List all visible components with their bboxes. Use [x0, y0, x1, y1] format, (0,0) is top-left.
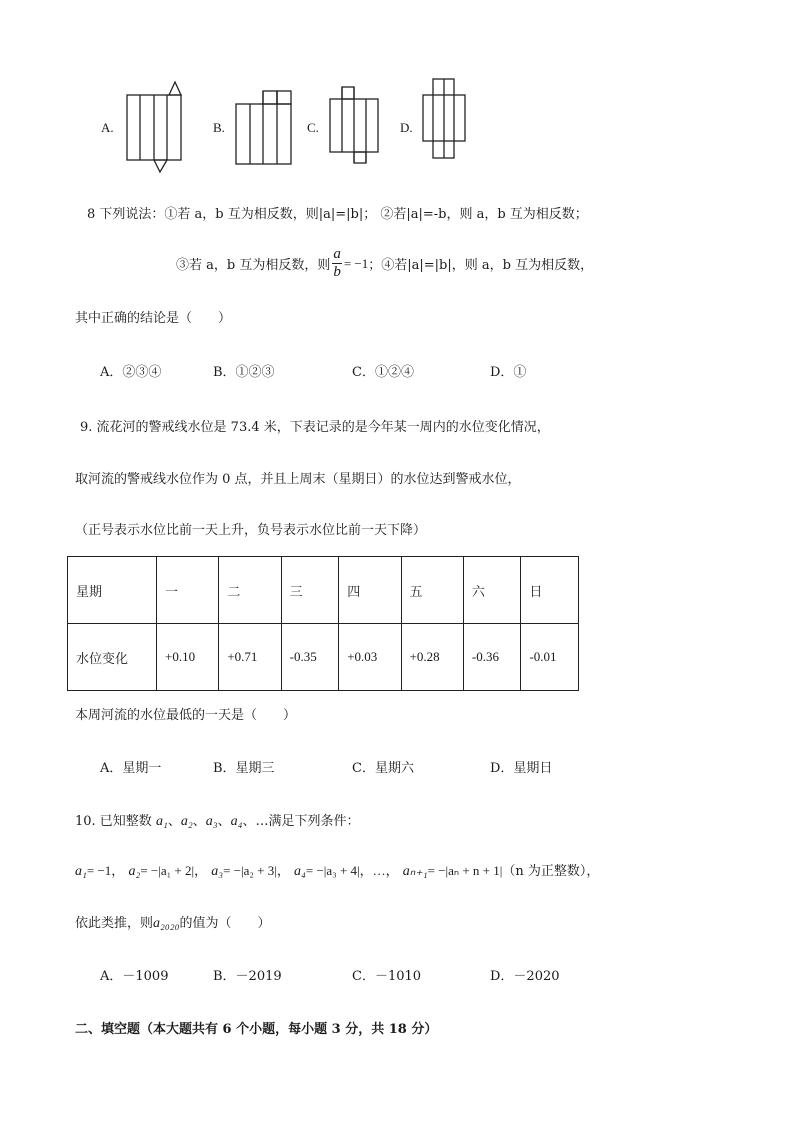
cond-2: = −|a₁ + 2|， [140, 863, 208, 878]
q7-figure-c [330, 87, 380, 163]
table-cell: +0.28 [401, 624, 463, 691]
cond-a1: a₁ [75, 864, 87, 879]
seq-a3: a₃ [205, 814, 218, 829]
q8-line2-suffix: ；④若|a|=|b|，则 a，b 互为相反数， [368, 258, 594, 273]
table-cell: 水位变化 [68, 624, 157, 691]
table-cell: -0.01 [521, 624, 579, 691]
table-cell: 五 [401, 557, 463, 624]
q9-option-a[interactable]: A．星期一 [100, 761, 162, 776]
q7-option-a-label[interactable]: A. [101, 120, 114, 135]
q9-option-d[interactable]: D．星期日 [490, 761, 553, 776]
q8-statement-line2 [176, 247, 593, 280]
table-cell: +0.03 [339, 624, 401, 691]
seq-a2: a₂ [180, 814, 193, 829]
cond-5: = −|aₙ + n + 1| [427, 863, 503, 878]
q8-option-a[interactable]: A．②③④ [100, 365, 162, 380]
q9-option-b[interactable]: B．星期三 [213, 761, 275, 776]
q10-option-b[interactable]: B．－2019 [213, 969, 282, 984]
q7-figure-a-top-triangle [169, 82, 181, 95]
q9-line2: 取河流的警戒线水位作为 0 点，并且上周末（星期日）的水位达到警戒水位， [75, 472, 521, 487]
cond-1: = −1， [86, 863, 125, 878]
q10-line1: 10. 已知整数 a₁、a₂、a₃、a₄、…满足下列条件： [75, 814, 360, 829]
q7-figure-c-top-tab [342, 87, 354, 99]
q10-line1-suffix: …满足下列条件： [255, 814, 360, 829]
q8-option-b[interactable]: B．①②③ [213, 365, 275, 380]
q8-fraction-numerator: a [333, 246, 341, 262]
q8-fraction-denominator: b [333, 264, 341, 280]
q9-question: 本周河流的水位最低的一天是（ ） [75, 708, 297, 723]
q7-option-b-label[interactable]: B. [213, 120, 225, 135]
table-cell: 一 [157, 557, 219, 624]
cond-a2: a₂ [128, 864, 141, 879]
seq-a4: a₄ [230, 814, 243, 829]
q8-statement-line1: 8 下列说法：①若 a，b 互为相反数，则|a|=|b|； ②若|a|=-b，则 a，b 互为相反数； [87, 207, 588, 222]
q7-option-c-label[interactable]: C. [307, 120, 319, 135]
q10-option-a[interactable]: A．－1009 [100, 969, 169, 984]
q10-options [100, 965, 560, 984]
seq-a2020: a₂₀₂₀ [153, 916, 180, 931]
cond-a3: a₃ [211, 864, 224, 879]
q8-fraction-equation: = −1 [343, 255, 369, 271]
table-cell: 二 [219, 557, 281, 624]
q9-line1: 9. 流花河的警戒线水位是 73.4 米，下表记录的是今年某一周内的水位变化情况， [80, 420, 550, 435]
table-header-row [68, 557, 579, 624]
q7-figure-b [236, 91, 292, 165]
table-cell: 四 [339, 557, 401, 624]
seq-a1: a₁ [155, 814, 168, 829]
q8-option-d[interactable]: D．① [490, 365, 527, 380]
q10-line1-prefix: 10. 已知整数 [75, 814, 152, 829]
cond-5-note: （n 为正整数）， [502, 864, 600, 879]
cond-3: = −|a₂ + 3|， [223, 863, 290, 878]
q7-figure-b-tab-1 [263, 91, 277, 104]
q8-fraction [332, 247, 342, 280]
q10-question-prefix: 依此类推，则 [75, 916, 154, 931]
q10-question [75, 912, 271, 932]
table-cell: -0.36 [463, 624, 521, 691]
q7-figure-a [127, 82, 187, 172]
q7-option-d-label[interactable]: D. [400, 120, 413, 135]
q8-options [100, 361, 526, 380]
q9-options [100, 757, 552, 776]
q7-figure-c-bottom-tab [354, 152, 366, 163]
section-2-heading: 二、填空题（本大题共有 6 个小题，每小题 3 分，共 18 分） [75, 1022, 438, 1037]
cond-4: = −|a₃ + 4|，…， [305, 863, 399, 878]
q7-figure-b-tab-2 [277, 91, 291, 104]
q7-figure-d [423, 79, 467, 159]
table-cell: 三 [281, 557, 339, 624]
table-cell: -0.35 [281, 624, 339, 691]
water-level-table [67, 556, 579, 691]
table-cell: +0.10 [157, 624, 219, 691]
cond-an1: aₙ₊₁ [402, 864, 428, 879]
table-cell: +0.71 [219, 624, 281, 691]
cond-a4: a₄ [294, 864, 306, 879]
q10-conditions [75, 860, 599, 880]
q10-question-suffix: 的值为（ ） [179, 916, 271, 931]
table-cell: 星期 [68, 557, 157, 624]
q8-line2-prefix: ③若 a，b 互为相反数，则 [176, 258, 331, 273]
q10-option-c[interactable]: C．－1010 [352, 969, 422, 984]
q8-option-c[interactable]: C．①②④ [352, 365, 414, 380]
table-cell: 日 [521, 557, 579, 624]
q7-figure-a-bottom-triangle [154, 160, 167, 172]
q9-option-c[interactable]: C．星期六 [352, 761, 414, 776]
table-cell: 六 [463, 557, 521, 624]
q8-question: 其中正确的结论是（ ） [75, 311, 232, 326]
q10-option-d[interactable]: D．－2020 [490, 969, 560, 984]
q9-line3: （正号表示水位比前一天上升，负号表示水位比前一天下降） [75, 523, 427, 538]
table-row [68, 624, 579, 691]
